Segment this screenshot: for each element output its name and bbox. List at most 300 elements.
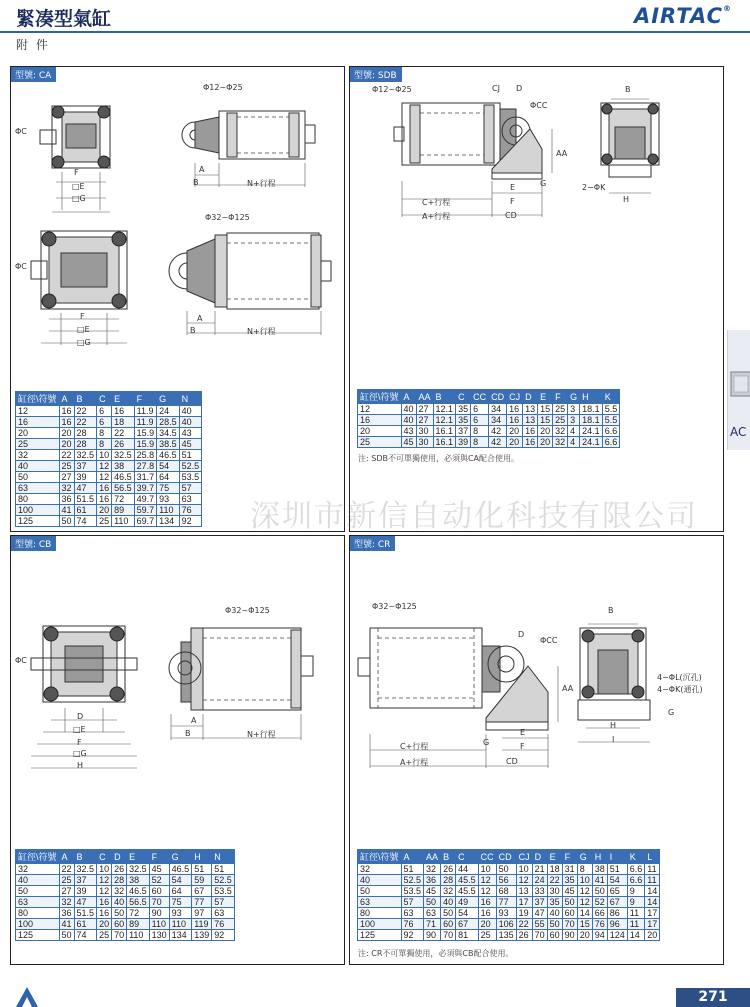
table-cell: 11 [627, 908, 645, 919]
table-cell: 28 [112, 875, 127, 886]
table-cell: 20 [358, 426, 402, 437]
table-cell: 63 [179, 494, 202, 505]
table-cell: 70 [149, 897, 169, 908]
table-header-row [16, 850, 235, 864]
table-cell: 110 [169, 919, 192, 930]
table-cell: 21 [532, 864, 547, 875]
table-cell: 16 [59, 406, 74, 417]
table-row [358, 897, 660, 908]
table-cell: 28 [74, 428, 97, 439]
ca-label-phi-c-2: ΦC [15, 262, 27, 271]
table-cell: 25 [97, 930, 112, 941]
table-cell: 74 [74, 930, 97, 941]
table-cell: 16 [478, 908, 496, 919]
table-cell: 80 [16, 908, 60, 919]
cr-label-e: E [520, 728, 526, 737]
table-cell: 53.5 [212, 886, 235, 897]
table-cell: 50 [496, 864, 516, 875]
ca-label-e: □E [72, 182, 85, 191]
table-cell: 54 [607, 875, 627, 886]
table-row [16, 864, 235, 875]
table-header-cell: K [602, 390, 620, 404]
table-cell: 27 [59, 886, 74, 897]
cr-label-h: H [610, 721, 617, 730]
cr-label-c: C+行程 [400, 742, 429, 751]
table-cell: 61 [74, 505, 97, 516]
table-cell: 34.5 [157, 428, 180, 439]
table-header-cell: D [112, 850, 127, 864]
table-cell: 3 [568, 404, 580, 415]
table-cell: 45.5 [456, 886, 479, 897]
table-cell: 20 [538, 437, 553, 448]
table-header-cell: E [547, 850, 562, 864]
table-cell: 47 [74, 897, 97, 908]
table-cell: 10 [516, 864, 532, 875]
table-header-cell: A [401, 390, 416, 404]
table-header-row [358, 390, 620, 404]
table-cell: 16 [507, 415, 523, 426]
table-cell: 10 [97, 864, 112, 875]
table-header-cell: G [568, 390, 580, 404]
table-cell: 22 [112, 428, 135, 439]
table-cell: 34 [489, 404, 507, 415]
table-header-cell: H [592, 850, 607, 864]
table-header-cell: L [645, 850, 660, 864]
table-header-cell: E [538, 390, 553, 404]
table-cell: 16 [112, 406, 135, 417]
table-cell: 15.9 [134, 439, 157, 450]
panel-tag-ca: 型號: CA [11, 67, 56, 82]
table-cell: 75 [169, 897, 192, 908]
table-cell: 49 [456, 897, 479, 908]
table-cell: 70 [441, 930, 456, 941]
table-cell: 20 [478, 919, 496, 930]
cb-label-phi-c: ΦC [15, 656, 27, 665]
cb-spec-table [15, 849, 235, 941]
table-cell: 16 [97, 897, 112, 908]
table-cell: 39 [74, 886, 97, 897]
table-cell: 50 [562, 897, 577, 908]
table-cell: 19 [516, 908, 532, 919]
table-cell: 16 [478, 897, 496, 908]
table-cell: 16 [97, 483, 112, 494]
sdb-label-d: D [516, 84, 523, 93]
table-cell: 67 [607, 897, 627, 908]
panel-tag-cb: 型號: CB [11, 536, 56, 551]
table-cell: 39.7 [134, 483, 157, 494]
table-header-cell: F [562, 850, 577, 864]
table-row [358, 886, 660, 897]
table-cell: 61 [74, 919, 97, 930]
table-cell: 106 [496, 919, 516, 930]
table-cell: 16 [59, 417, 74, 428]
table-header-cell: CC [478, 850, 496, 864]
table-cell: 63 [16, 483, 60, 494]
table-cell: 57 [179, 483, 202, 494]
table-row [358, 919, 660, 930]
sdb-label-cj: CJ [492, 84, 500, 93]
table-cell: 65 [607, 886, 627, 897]
ca-label-b-2: B [190, 326, 196, 335]
table-row [16, 875, 235, 886]
table-cell: 5.5 [602, 404, 620, 415]
table-row [16, 417, 202, 428]
table-cell: 25 [553, 404, 568, 415]
table-cell: 96 [607, 919, 627, 930]
table-header-cell: N [212, 850, 235, 864]
table-cell: 35 [562, 875, 577, 886]
table-cell: 11 [627, 919, 645, 930]
sdb-note: 注: SDB不可單獨使用，必須與CA配合使用。 [358, 454, 520, 463]
table-cell: 50 [16, 886, 60, 897]
cr-label-aa: AA [562, 684, 574, 693]
table-header-cell: B [74, 392, 97, 406]
table-cell: 6 [97, 417, 112, 428]
table-cell: 125 [16, 516, 60, 527]
table-cell: 12 [478, 886, 496, 897]
sdb-table-body [358, 404, 620, 448]
table-cell: 52.5 [401, 875, 424, 886]
table-header-row [16, 392, 202, 406]
table-cell: 16 [16, 417, 60, 428]
table-cell: 8 [97, 439, 112, 450]
table-cell: 37 [456, 426, 471, 437]
table-cell: 14 [627, 930, 645, 941]
sdb-side-view [392, 89, 592, 229]
table-cell: 51 [401, 864, 424, 875]
table-cell: 63 [16, 897, 60, 908]
table-cell: 66 [592, 908, 607, 919]
cb-label-b: B [185, 729, 191, 738]
table-cell: 42 [489, 426, 507, 437]
ca-label-range-small: Φ12~Φ25 [203, 83, 243, 92]
table-cell: 26 [112, 864, 127, 875]
table-header-cell: K [627, 850, 645, 864]
table-header-cell: 缸徑\符號 [358, 390, 402, 404]
header-divider [0, 31, 750, 33]
table-cell: 32 [16, 864, 60, 875]
table-header-cell: F [553, 390, 568, 404]
table-cell: 32 [112, 886, 127, 897]
table-cell: 40 [179, 406, 202, 417]
table-cell: 25 [97, 516, 112, 527]
table-cell: 59 [192, 875, 212, 886]
table-cell: 27 [59, 472, 74, 483]
table-row [358, 426, 620, 437]
table-cell: 51 [192, 864, 212, 875]
table-cell: 11.9 [134, 417, 157, 428]
table-row [16, 483, 202, 494]
ca-label-g: □G [72, 194, 86, 203]
sdb-label-b: B [625, 85, 631, 94]
table-cell: 93 [157, 494, 180, 505]
table-cell: 18 [547, 864, 562, 875]
table-row [16, 450, 202, 461]
table-cell: 80 [358, 908, 402, 919]
table-cell: 46.5 [157, 450, 180, 461]
table-cell: 20 [59, 439, 74, 450]
table-cell: 22 [74, 406, 97, 417]
table-row [358, 875, 660, 886]
table-header-cell: H [192, 850, 212, 864]
cb-table-body [16, 864, 235, 941]
cr-label-range: Φ32~Φ125 [372, 602, 417, 611]
table-cell: 100 [16, 919, 60, 930]
table-header-cell: C [97, 392, 112, 406]
ca-label-a: A [199, 165, 205, 174]
cb-label-g: □G [73, 749, 87, 758]
table-cell: 32 [553, 437, 568, 448]
table-cell: 6.6 [602, 437, 620, 448]
table-header-cell: CD [489, 390, 507, 404]
table-cell: 52 [149, 875, 169, 886]
table-header-cell: A [401, 850, 424, 864]
sdb-label-range: Φ12~Φ25 [372, 85, 412, 94]
table-cell: 25.8 [134, 450, 157, 461]
table-cell: 134 [169, 930, 192, 941]
table-cell: 50 [59, 930, 74, 941]
table-cell: 119 [192, 919, 212, 930]
table-cell: 32.5 [112, 450, 135, 461]
table-cell: 50 [112, 908, 127, 919]
table-cell: 92 [179, 516, 202, 527]
table-cell: 35 [456, 404, 471, 415]
table-header-cell: A [59, 392, 74, 406]
table-cell: 16 [97, 494, 112, 505]
sdb-label-f: F [510, 197, 515, 206]
panel-cr [349, 535, 724, 965]
table-cell: 34 [489, 415, 507, 426]
table-cell: 52 [592, 897, 607, 908]
cb-label-n: N+行程 [247, 730, 276, 739]
sdb-label-phi-cc: ΦCC [530, 101, 548, 110]
table-cell: 75 [157, 483, 180, 494]
table-cell: 60 [112, 919, 127, 930]
table-cell: 46.5 [169, 864, 192, 875]
table-header-row [358, 850, 660, 864]
table-row [16, 505, 202, 516]
watermark: 深圳市新信自动化科技有限公司 [250, 499, 698, 534]
table-cell: 40 [358, 875, 402, 886]
table-row [358, 437, 620, 448]
table-cell: 32 [16, 450, 60, 461]
table-cell: 9 [627, 886, 645, 897]
cb-label-f: F [77, 738, 82, 747]
table-row [16, 494, 202, 505]
table-cell: 17 [645, 908, 660, 919]
table-cell: 27 [416, 404, 433, 415]
table-cell: 25 [358, 437, 402, 448]
table-cell: 24.1 [580, 426, 603, 437]
table-cell: 51 [179, 450, 202, 461]
table-header-cell: 缸徑\符號 [358, 850, 402, 864]
table-cell: 6.6 [602, 426, 620, 437]
cr-label-a: A+行程 [400, 758, 429, 767]
table-cell: 45 [401, 437, 416, 448]
table-cell: 74 [74, 516, 97, 527]
table-cell: 43 [179, 428, 202, 439]
table-cell: 36 [424, 875, 441, 886]
table-cell: 20 [16, 428, 60, 439]
table-cell: 76 [592, 919, 607, 930]
table-cell: 41 [592, 875, 607, 886]
table-cell: 72 [127, 908, 150, 919]
table-cell: 10 [478, 864, 496, 875]
table-cell: 40 [16, 875, 60, 886]
table-row [16, 428, 202, 439]
table-cell: 63 [358, 897, 402, 908]
table-cell: 56.5 [112, 483, 135, 494]
table-header-cell: CD [496, 850, 516, 864]
table-header-cell: E [112, 392, 135, 406]
table-cell: 4 [568, 437, 580, 448]
table-row [358, 864, 660, 875]
table-cell: 20 [59, 428, 74, 439]
table-row [358, 415, 620, 426]
table-cell: 63 [424, 908, 441, 919]
table-cell: 16 [523, 437, 538, 448]
panel-tag-cr: 型號: CR [350, 536, 395, 551]
table-cell: 20 [97, 505, 112, 516]
sdb-label-aa: AA [556, 149, 568, 158]
table-cell: 51.5 [74, 908, 97, 919]
table-cell: 47 [74, 483, 97, 494]
table-cell: 11 [645, 864, 660, 875]
table-cell: 12 [97, 472, 112, 483]
table-header-cell: I [607, 850, 627, 864]
table-cell: 44 [456, 864, 479, 875]
table-cell: 97 [192, 908, 212, 919]
table-cell: 134 [157, 516, 180, 527]
table-cell: 25 [59, 875, 74, 886]
table-cell: 72 [112, 494, 135, 505]
table-header-cell: B [74, 850, 97, 864]
table-cell: 6.6 [627, 864, 645, 875]
table-cell: 90 [424, 930, 441, 941]
table-row [16, 886, 235, 897]
table-cell: 50 [16, 472, 60, 483]
table-cell: 25 [553, 415, 568, 426]
table-cell: 52.5 [212, 875, 235, 886]
table-cell: 17 [516, 897, 532, 908]
cb-label-a: A [191, 716, 197, 725]
table-header-cell: AA [416, 390, 433, 404]
ca-label-f-2: F [80, 312, 85, 321]
ca-label-n-2: N+行程 [247, 327, 276, 336]
ca-label-b: B [193, 178, 199, 187]
table-cell: 80 [16, 494, 60, 505]
table-cell: 10 [97, 450, 112, 461]
table-cell: 67 [192, 886, 212, 897]
cr-spec-table [357, 849, 660, 941]
table-cell: 94 [592, 930, 607, 941]
cr-label-f: F [520, 742, 525, 751]
sdb-label-k: 2−ΦK [582, 183, 606, 192]
table-cell: 124 [607, 930, 627, 941]
table-cell: 39 [74, 472, 97, 483]
table-cell: 15 [538, 404, 553, 415]
table-cell: 50 [59, 516, 74, 527]
table-cell: 28.5 [157, 417, 180, 428]
table-cell: 26 [516, 930, 532, 941]
table-cell: 43 [401, 426, 416, 437]
table-cell: 37 [74, 875, 97, 886]
table-cell: 8 [577, 864, 592, 875]
table-cell: 38 [592, 864, 607, 875]
table-cell: 41 [59, 919, 74, 930]
table-header-cell: B [441, 850, 456, 864]
table-cell: 14 [645, 886, 660, 897]
table-cell: 12 [577, 886, 592, 897]
table-cell: 52.5 [179, 461, 202, 472]
table-cell: 38 [112, 461, 135, 472]
page-subtitle: 附 件 [16, 38, 50, 52]
table-header-cell: E [127, 850, 150, 864]
sdb-spec-table [357, 389, 620, 448]
table-cell: 17 [645, 919, 660, 930]
table-cell: 11.9 [134, 406, 157, 417]
table-cell: 56 [496, 875, 516, 886]
table-row [16, 897, 235, 908]
table-cell: 50 [547, 919, 562, 930]
table-header-cell: C [456, 850, 479, 864]
table-header-cell: C [456, 390, 471, 404]
table-cell: 32.5 [74, 450, 97, 461]
cr-label-b: B [608, 606, 614, 615]
table-header-cell: G [157, 392, 180, 406]
table-cell: 18 [112, 417, 135, 428]
table-cell: 15 [577, 919, 592, 930]
table-cell: 39 [456, 437, 471, 448]
table-cell: 32 [59, 483, 74, 494]
table-cell: 27 [416, 415, 433, 426]
table-cell: 60 [562, 908, 577, 919]
table-cell: 46.5 [127, 886, 150, 897]
table-cell: 55 [532, 919, 547, 930]
table-header-cell: G [577, 850, 592, 864]
table-cell: 12 [516, 875, 532, 886]
table-cell: 57 [401, 897, 424, 908]
table-header-cell: D [523, 390, 538, 404]
table-cell: 24.1 [580, 437, 603, 448]
table-cell: 13 [523, 415, 538, 426]
table-cell: 8 [471, 426, 489, 437]
table-cell: 22 [59, 864, 74, 875]
table-cell: 64 [169, 886, 192, 897]
table-cell: 47 [532, 908, 547, 919]
table-header-cell: B [433, 390, 456, 404]
ca-spec-table [15, 391, 202, 527]
cr-label-cd: CD [506, 757, 518, 766]
ca-label-g-2: □G [77, 338, 91, 347]
table-cell: 76 [401, 919, 424, 930]
sdb-end-view [595, 97, 675, 207]
table-cell: 50 [358, 886, 402, 897]
table-cell: 6 [471, 404, 489, 415]
sdb-label-c: C+行程 [422, 198, 451, 207]
table-cell: 50 [592, 886, 607, 897]
table-cell: 71 [424, 919, 441, 930]
table-header-cell: 缸徑\符號 [16, 850, 60, 864]
table-cell: 25 [59, 461, 74, 472]
table-cell: 33 [532, 886, 547, 897]
table-cell: 40 [16, 461, 60, 472]
table-cell: 40 [179, 417, 202, 428]
ca-label-n: N+行程 [247, 179, 276, 188]
table-cell: 53.5 [401, 886, 424, 897]
table-cell: 20 [577, 930, 592, 941]
table-cell: 67 [456, 919, 479, 930]
